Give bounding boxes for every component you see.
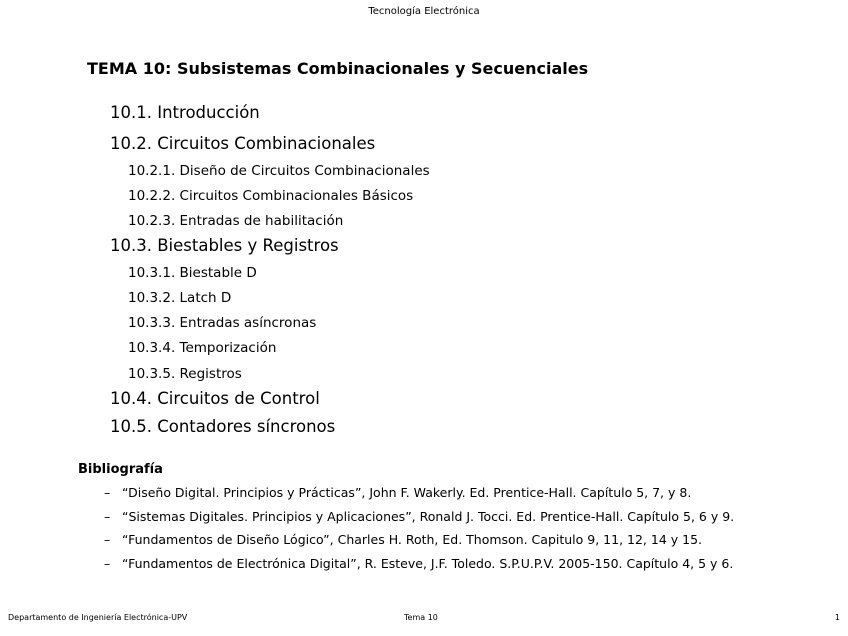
footer-page-number: 1 bbox=[834, 613, 840, 622]
bullet-dash: – bbox=[104, 556, 111, 571]
toc-item-10-3-4: 10.3.4. Temporización bbox=[128, 340, 277, 356]
toc-item-10-2: 10.2. Circuitos Combinacionales bbox=[110, 134, 376, 153]
bullet-dash: – bbox=[104, 509, 111, 524]
page-header: Tecnología Electrónica bbox=[368, 6, 480, 17]
toc-item-10-3-5: 10.3.5. Registros bbox=[128, 366, 242, 382]
page-title: TEMA 10: Subsistemas Combinacionales y Secuenciales bbox=[87, 59, 589, 78]
toc-item-10-3-3: 10.3.3. Entradas asíncronas bbox=[128, 315, 317, 331]
bibliography-item bbox=[104, 531, 702, 549]
toc-item-10-4: 10.4. Circuitos de Control bbox=[110, 389, 320, 408]
bibliography-item bbox=[104, 555, 733, 573]
toc-item-10-3-2: 10.3.2. Latch D bbox=[128, 290, 232, 306]
bibliography-text: “Diseño Digital. Principios y Prácticas”, John F. Wakerly. Ed. Prentice-Hall. Capítulo 5, 7, y 8. bbox=[122, 485, 692, 500]
bibliography-heading: Bibliografía bbox=[78, 462, 163, 477]
bibliography-text: “Fundamentos de Diseño Lógico”, Charles H. Roth, Ed. Thomson. Capitulo 9, 11, 12, 14 y 15. bbox=[122, 532, 703, 547]
toc-item-10-5: 10.5. Contadores síncronos bbox=[110, 417, 336, 436]
toc-item-10-2-3: 10.2.3. Entradas de habilitación bbox=[128, 213, 344, 229]
bullet-dash: – bbox=[104, 485, 111, 500]
footer-topic: Tema 10 bbox=[404, 613, 438, 622]
footer-department: Departamento de Ingeniería Electrónica-UPV bbox=[8, 613, 188, 622]
toc-item-10-2-1: 10.2.1. Diseño de Circuitos Combinacionales bbox=[128, 163, 430, 179]
bullet-dash: – bbox=[104, 532, 111, 547]
toc-item-10-2-2: 10.2.2. Circuitos Combinacionales Básicos bbox=[128, 188, 414, 204]
bibliography-text: “Fundamentos de Electrónica Digital”, R. Esteve, J.F. Toledo. S.P.U.P.V. 2005-150. Capítulo 4, 5 y 6. bbox=[122, 556, 734, 571]
toc-item-10-1: 10.1. Introducción bbox=[110, 103, 260, 122]
toc-item-10-3-1: 10.3.1. Biestable D bbox=[128, 265, 257, 281]
bibliography-item bbox=[104, 484, 691, 502]
bibliography-text: “Sistemas Digitales. Principios y Aplicaciones”, Ronald J. Tocci. Ed. Prentice-Hall. Capítulo 5, 6 y 9. bbox=[122, 509, 735, 524]
toc-item-10-3: 10.3. Biestables y Registros bbox=[110, 236, 339, 255]
bibliography-item bbox=[104, 508, 734, 526]
